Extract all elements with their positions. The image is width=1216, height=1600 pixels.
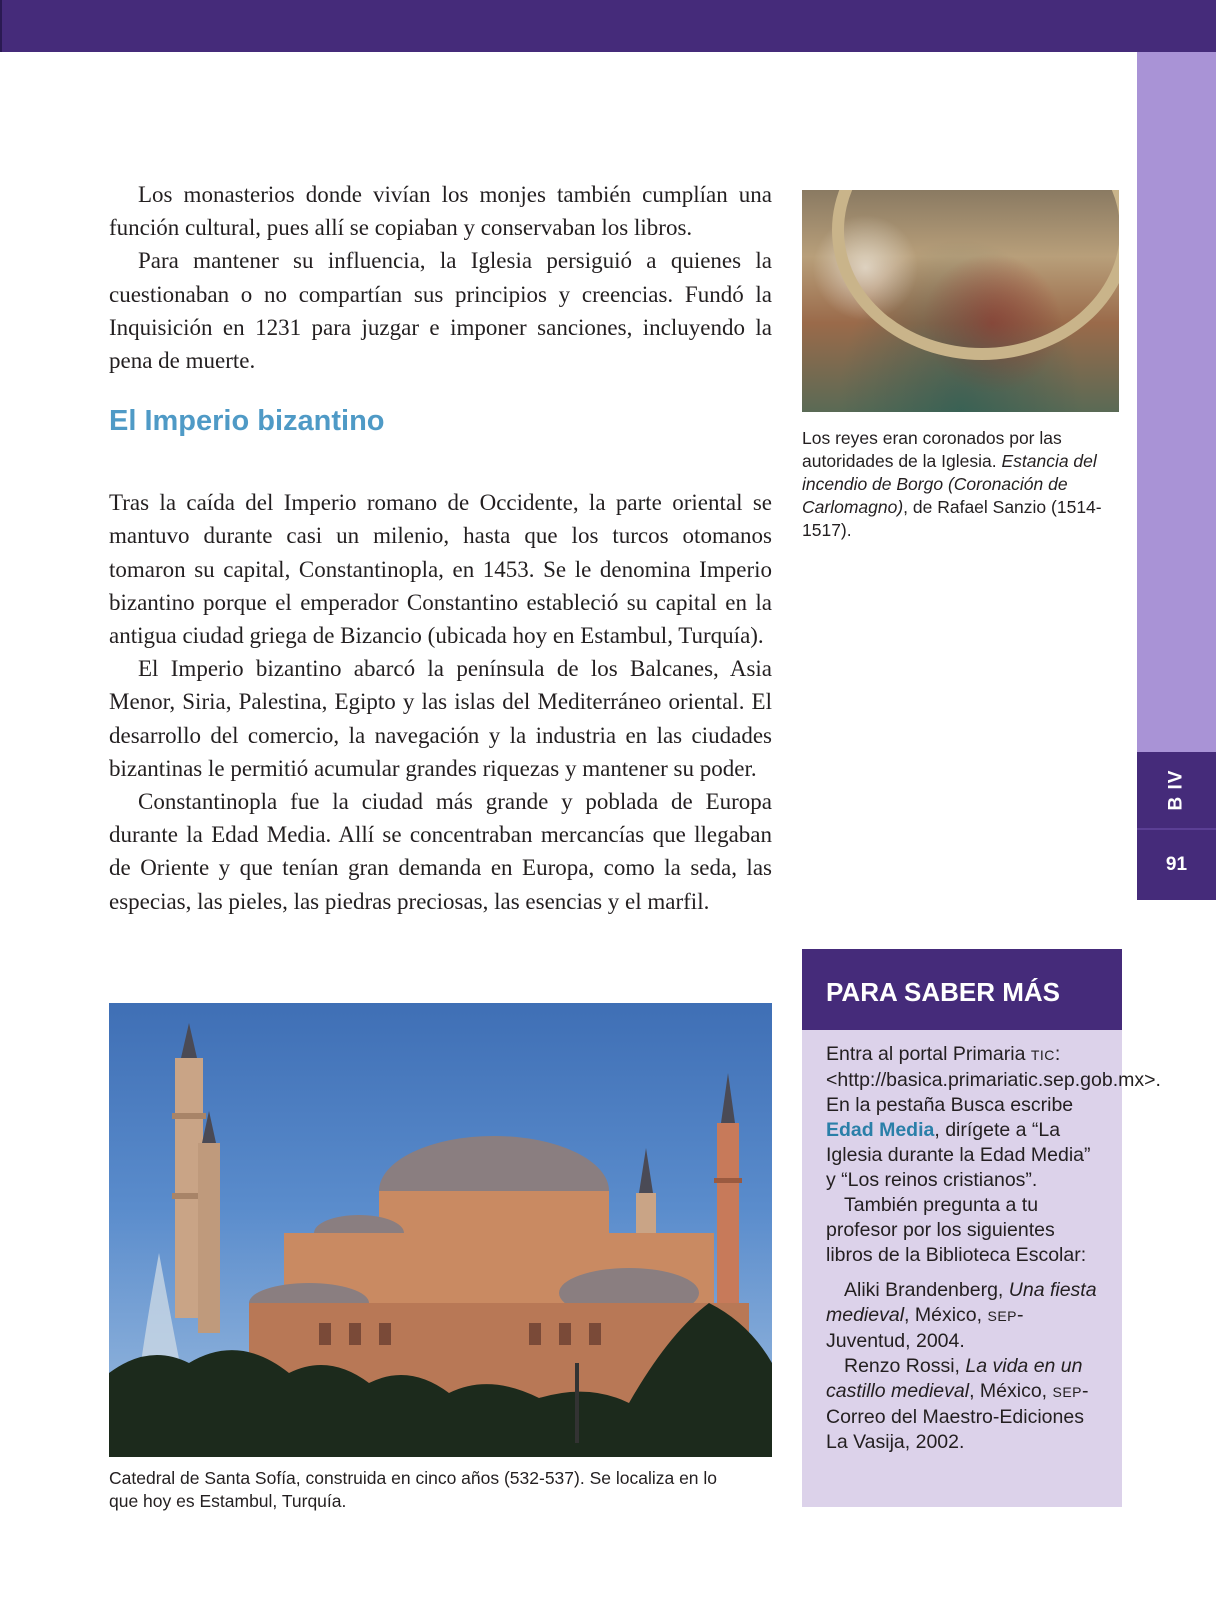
caption-text: , de Rafael Sanzio (1514-1517).	[802, 497, 1102, 540]
body-paragraph: Los monasterios donde vivían los monjes también cumplían una función cultural, pues allí se copiaban y conservaban los libros.	[109, 182, 772, 241]
caption-text: Los reyes eran coronados por las autoridades de la Iglesia.	[802, 428, 1062, 471]
page-number: 91	[1137, 828, 1216, 900]
body-paragraph: Constantinopla fue la ciudad más grande y poblada de Europa durante la Edad Media. Allí se concentraban mercancías que llegaban de Oriente y que tenían gran demanda en Europa, como la seda, las especias, las pieles, las piedras preciosas, las esencias y el marfil.	[109, 789, 772, 914]
sidebar-body	[802, 1030, 1161, 1455]
block-label: B IV	[1165, 769, 1187, 811]
body-paragraph: El Imperio bizantino abarcó la península de los Balcanes, Asia Menor, Siria, Palestina, Egipto y las islas del Mediterráneo oriental. El desarrollo del comercio, la navegación y la industria en las ciudades bizantinas le permitió acumular grandes riquezas y mantener su poder.	[109, 656, 772, 781]
para-saber-mas-box	[802, 949, 1161, 1507]
hagia-sophia-illustration	[109, 1003, 772, 1457]
hagia-sophia-image	[109, 1003, 772, 1457]
search-keyword: Edad Media	[826, 1119, 935, 1141]
book-reference: Aliki Brandenberg, Una fiesta medieval, México, SEP-Juventud, 2004.	[826, 1279, 1097, 1352]
sidebar-paragraph: Entra al portal Primaria TIC: <http://basica.primariatic.sep.gob.mx>. En la pestaña Busca escribe Edad Media, dirígete a “La Iglesia durante la Edad Media” y “Los reinos cristianos”.	[826, 1043, 1161, 1191]
hagia-sophia-caption: Catedral de Santa Sofía, construida en cinco años (532-537). Se localiza en lo que hoy es Estambul, Turquía.	[109, 1468, 718, 1511]
side-color-strip	[1137, 52, 1216, 752]
body-paragraph: Tras la caída del Imperio romano de Occidente, la parte oriental se mantuvo durante casi un milenio, hasta que los turcos otomanos tomaron su capital, Constantinopla, en 1453. Se le denomina Imperio bizantino porque el emperador Constantino estableció su capital en la antigua ciudad griega de Bizancio (ubicada hoy en Estambul, Turquía).	[109, 490, 772, 649]
sidebar-title: PARA SABER MÁS	[802, 949, 1122, 1030]
body-paragraph: Para mantener su influencia, la Iglesia persiguió a quienes la cuestionaban o no compartían sus principios y creencias. Fundó la Inquisición en 1231 para juzgar e imponer sanciones, incluyendo la pena de muerte.	[109, 248, 772, 374]
section-heading: El Imperio bizantino	[109, 405, 385, 438]
fresco-caption	[802, 427, 1102, 542]
caption-artwork-title: Estancia del incendio de Borgo (Coronación de Carlomagno)	[802, 451, 1097, 517]
book-reference: Renzo Rossi, La vida en un castillo medieval, México, SEP-Correo del Maestro-Ediciones La Vasija, 2002.	[826, 1355, 1089, 1453]
coronation-fresco-image	[802, 190, 1119, 412]
fresco-arch	[832, 190, 1119, 360]
top-header-bar	[0, 0, 1216, 52]
sidebar-paragraph: También pregunta a tu profesor por los siguientes libros de la Biblioteca Escolar:	[826, 1194, 1087, 1266]
block-tab	[1137, 752, 1216, 828]
main-text-column	[109, 178, 772, 918]
